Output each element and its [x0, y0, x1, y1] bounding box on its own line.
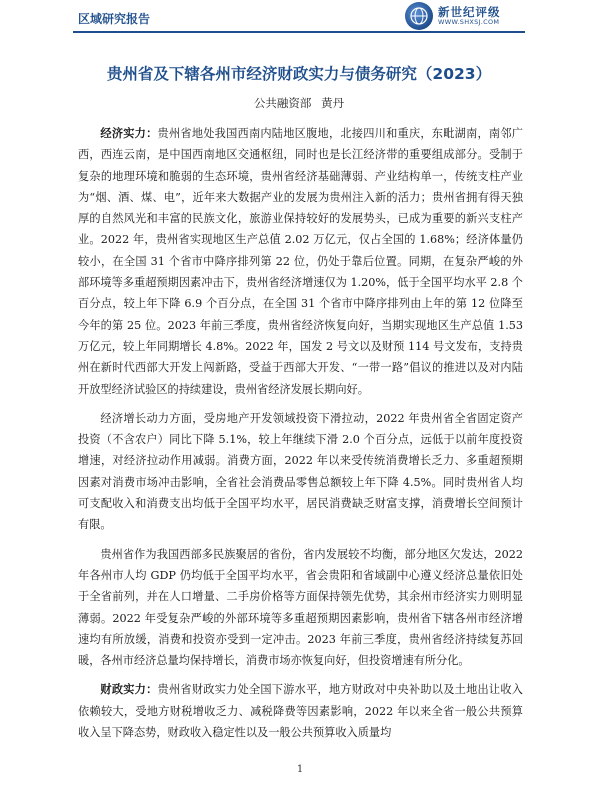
paragraph-fiscal	[78, 679, 523, 743]
paragraph-regional	[78, 544, 523, 672]
paragraph-lead: 经济实力：	[100, 126, 158, 140]
logo-name: 新世纪评级	[438, 5, 501, 20]
report-category-label: 区域研究报告	[78, 12, 151, 26]
paragraph-lead: 财政实力：	[100, 682, 158, 697]
document-title: 贵州省及下辖各州市经济财政实力与债务研究（2023）	[106, 65, 492, 83]
logo-url: WWW.SHXSJ.COM	[438, 17, 500, 26]
paragraph-text: 贵州省作为我国西部多民族聚居的省份，省内发展较不均衡，部分地区欠发达，2022 年各州市人均 GDP 仍均低于全国平均水平，省会贵阳和省域副中心遵义经济总量依旧处于全省前列，并在人口增量、二手房价格等方面保持领先优势，其余州市经济实力则明显薄弱。2022 年受复杂严峻的外部环境等多重超预期因素影响，贵州省下辖各州市经济增速均有所放缓，消费和投资亦受到一定冲击。2023 年前三季度，贵州省经济持续复苏回暖，各州市经济总量均保持增长，消费市场亦恢复向好，但投资增速有所分化。	[78, 547, 523, 668]
company-logo	[405, 0, 520, 32]
header-divider	[73, 31, 525, 33]
document-body	[78, 123, 523, 751]
page-number: 1	[296, 764, 304, 775]
paragraph-text: 贵州省财政实力处全国下游水平，地方财政对中央补助以及土地出让收入依赖较大，受地方财税增收乏力、减税降费等因素影响，2022 年以来全省一般公共预算收入呈下降态势，财政收入稳定性以及一般公共预算收入质量均	[78, 683, 523, 740]
paragraph-text: 经济增长动力方面，受房地产开发领域投资下滑拉动，2022 年贵州省全省固定资产投资（不含农户）同比下降 5.1%，较上年继续下滑 2.0 个百分点，远低于以前年度投资增速，对经济拉动作用减弱。消费方面，2022 年以来受传统消费增长乏力、多重超预期因素对消费市场冲击影响，全省社会消费品零售总额较上年下降 4.5%。同时贵州省人均可支配收入和消费支出均低于全国平均水平，居民消费缺乏财富支撑，消费增长空间预计有限。	[78, 411, 523, 532]
paragraph-text: 贵州省地处我国西南内陆地区腹地，北接四川和重庆，东毗湖南，南邻广西，西连云南，是中国西南地区交通枢纽，同时也是长江经济带的重要组成部分。受制于复杂的地理环境和脆弱的生态环境，贵州省经济基础薄弱、产业结构单一，传统支柱产业为“烟、酒、煤、电”，近年来大数据产业的发展为贵州注入新的活力；贵州省拥有得天独厚的自然风光和丰富的民族文化，旅游业保持较好的发展势头，已成为重要的新兴支柱产业。2022 年，贵州省实现地区生产总值 2.02 万亿元，仅占全国的 1.68%；经济体量仍较小，在全国 31 个省市中降序排列第 22 位，仍处于靠后位置。同期，在复杂严峻的外部环境等多重超预期因素冲击下，贵州省经济增速仅为 1.20%，低于全国平均水平 2.8 个百分点，较上年下降 6.9 个百分点，在全国 31 个省市中降序排列由上年的第 12 位降至今年的第 25 位。2023 年前三季度，贵州省经济恢复向好，当期实现地区生产总值 1.53 万亿元，较上年同期增长 4.8%。2022 年，国发 2 号文以及财预 114 号文发布，支持贵州在新时代西部大开发上闯新路，受益于西部大开发、“一带一路”倡议的推进以及对内陆开放型经济试验区的持续建设，贵州省经济发展长期向好。	[78, 127, 523, 396]
globe-logo-icon	[405, 2, 433, 30]
author-line: 公共融资部 黄丹	[253, 96, 345, 110]
paragraph-economy	[78, 123, 523, 400]
paragraph-growth-drivers	[78, 408, 523, 536]
